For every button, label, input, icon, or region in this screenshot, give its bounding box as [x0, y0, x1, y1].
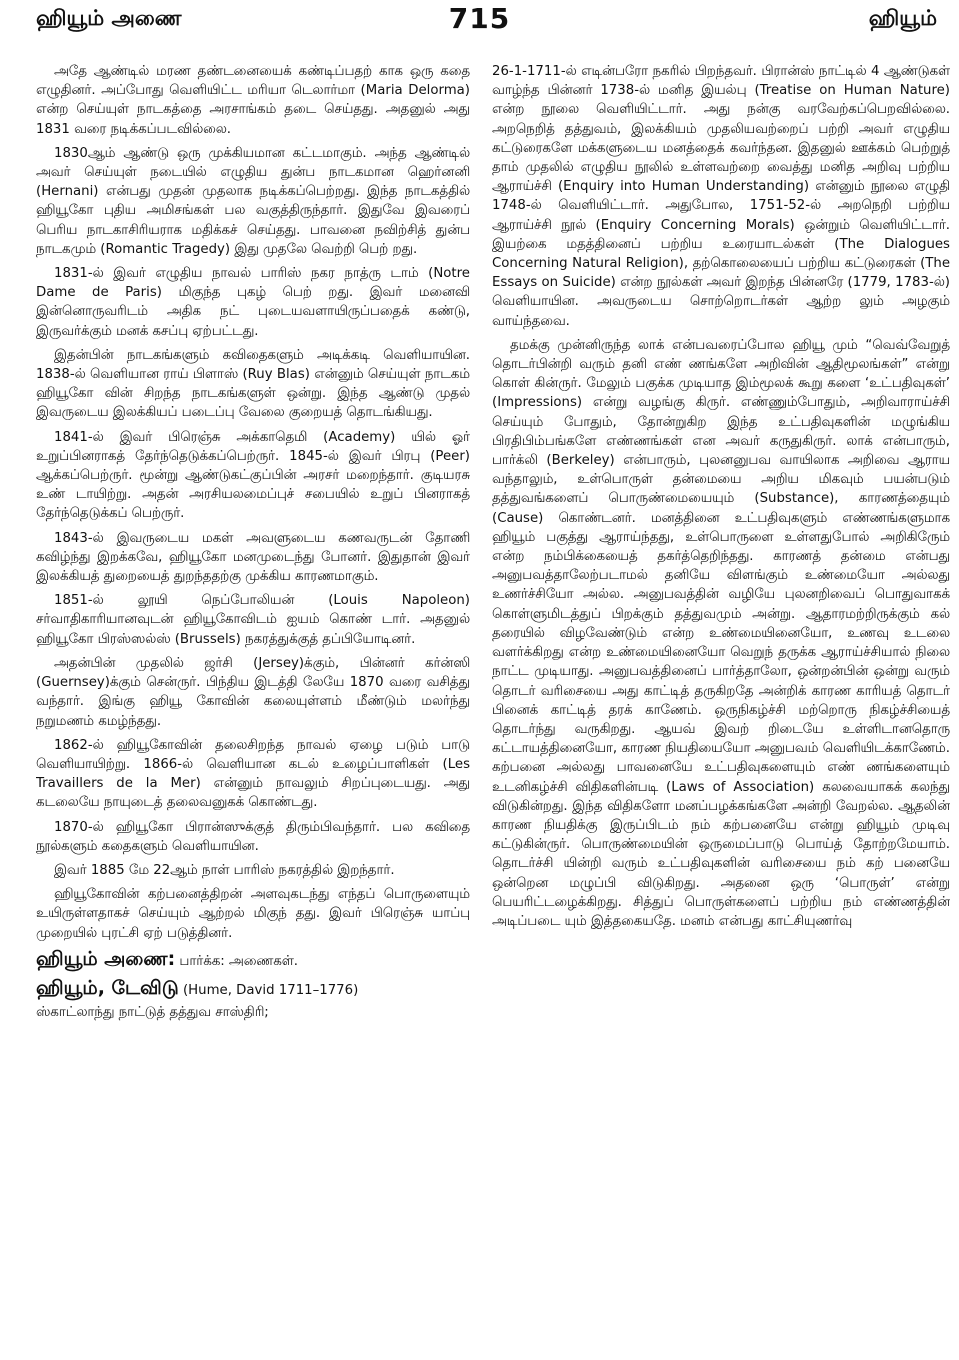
- paragraph: 26-1-1711-ல் எடின்பரோ நகரில் பிறந்தவர். பிரான்ஸ் நாட்டில் 4 ஆண்டுகள் வாழ்ந்த பின்னர் 1738-ல் மனித இயல்பு (Treatise on Human Nature) என்ற நூலை வெளியிட்டார். அது நன்கு வரவேற்கப்பெறவில்லை. அறநெறித் தத்துவம், இலக்கியம் முதலியவற்றைப் பற்றி அவர் எழுதிய கட்டுரைகளே மக்களுடைய மனத்தைக் கவர்ந்தன. இதனுல் ஊக்கம் பெற்றுத் தாம் முதலில் எழுதிய நூலில் உள்ளவற்றை வைத்து மனித அறிவு பற்றிய ஆராய்ச்சி (Enquiry into Human Understanding) என்னும் நூலை எழுதி 1748-ல் வெளியிட்டார். அதுபோல, 1751-52-ல் அறநெறி பற்றிய ஆராய்ச்சி நூல் (Enquiry Concerning Morals) ஒன்றும் வெளியிட்டார். இயற்கை மதத்தினைப் பற்றிய உரையாடல்கள் (The Dialogues Concerning Natural Religion), தற்கொலையைப் பற்றிய கட்டுரைகள் (The Essays on Suicide) என்ற நூல்கள் அவர் இறந்த பின்னரே (1779, 1783-ல்) வெளியாயின. அவருடைய சொற்றொடர்கள் ஆற்ற லும் அழகும் வாய்ந்தவை.: [492, 64, 950, 329]
- entry-title: ஹியூம் அணை:: [36, 947, 176, 970]
- paragraph: 1830ஆம் ஆண்டு ஒரு முக்கியமான கட்டமாகும். அந்த ஆண்டில் அவர் செய்யுள் நடையில் எழுதிய துன்ப நாடகமான ஹெர்னனி (Hernani) என்பது முதன் முதலாக நடிக்கப்பெற்றது. இந்த நாடகத்தில் ஹியூகோ புதிய அமிசங்கள் பல வகுத்திருந்தார். இதுவே இவரைப் பெரிய நாடகாசிரியராக மதிக்கச் செய்தது. பாவனை நவிற்சித் துன்ப நாடகமும் (Romantic Tragedy) இது முதலே வெற்றி பெற் றது.: [36, 145, 470, 257]
- paragraph: 1841-ல் இவர் பிரெஞ்சு அக்காதெமி (Academy) யில் ஓர் உறுப்பினராகத் தேர்ந்தெடுக்கப்பெற்ருர். 1845-ல் இவர் பிரபு (Peer) ஆக்கப்பெற்ருர். மூன்று ஆண்டுகட்குப்பின் அரசர் மறைந்தார். குடியரசு உண் டாயிற்று. அதன் அரசியலமைப்புச் சபையில் உறுப் பினராகத் தேர்ந்தெடுக்கப் பெற்ருர்.: [36, 429, 470, 522]
- entry-title: ஹியூம், டேவிடு: [36, 976, 179, 999]
- entry-heading-hume-dam: [36, 949, 470, 972]
- entry-heading-hume-david: [36, 978, 470, 1001]
- paragraph: 1831-ல் இவர் எழுதிய நாவல் பாரிஸ் நகர நாத்ரு டாம் (Notre Dame de Paris) மிகுந்த புகழ் பெற் றது. இவர் மனைவி இன்னொருவரிடம் அதிக நட் புடையவளாயிருப்பதைக் கண்டு, இருவர்க்கும் மனக் கசப்பு ஏற்பட்டது.: [36, 266, 470, 339]
- paragraph: இதன்பின் நாடகங்களும் கவிதைகளும் அடிக்கடி வெளியாயின. 1838-ல் வெளியான ராய் பிளாஸ் (Ruy Blas) என்னும் செய்யுள் நாடகம் ஹியூகோ வின் சிறந்த நாடகங்களுள் ஒன்று. இந்த ஆண்டு முதல் இவருடைய இலக்கியப் படைப்பு வேலை குறையத் தொடங்கியது.: [36, 347, 470, 421]
- left-column: [36, 62, 470, 1352]
- paragraph: இவர் 1885 மே 22ஆம் நாள் பாரிஸ் நகரத்தில் இறந்தார்.: [54, 862, 395, 878]
- paragraph: 1851-ல் லூயி நெப்போலியன் (Louis Napoleon) சர்வாதிகாரியானவுடன் ஹியூகோவிடம் ஐயம் கொண் டார். அதனுல் ஹியூகோ பிரஸ்ஸல்ஸ் (Brussels) நகரத்துக்குத் தப்பியோடினர்.: [36, 593, 470, 647]
- right-column: [492, 62, 950, 1352]
- entry-crossref: பார்க்க: அணைகள்.: [179, 953, 298, 969]
- entry-dates: (Hume, David 1711–1776): [182, 982, 359, 998]
- paragraph: தமக்கு முன்னிருந்த லாக் என்பவரைப்போல ஹியூ மும் “வெவ்வேறுத் தொடர்பின்றி வரும் தனி எண் ணங்களே அறிவின் ஆதிமூலங்கள்” என்று கொள் கின்ருர். மேலும் பகுக்க முடியாத இம்மூலக் கூறு களை ‘உட்பதிவுகள்’ (Impressions) என்று வழங்கு கிருர். எண்ணும்போதும், அறிவாராய்ச்சி செய்யும் போதும், தோன்றுகிற இந்த உட்பதிவுகளின் மழுங்கிய பிரதிபிம்பங்களே எண்ணங்கள் என அவர் கருதுகிருர். லாக் என்பாரும், பார்க்லி (Berkeley) என்பாரும், புலனனுபவ வாயிலாக அறிவை ஆராய வந்தாலும், உள்பொருள் தன்மையை அறிய மிகவும் பயன்படும் தத்துவங்களைப் பொருண்மையையும் (Substance), காரணத்தையும் (Cause) கொண்டனர். மனத்தினை உட்பதிவுகளும் எண்ணங்களுமாக ஹியூம் பகுத்து ஆராய்ந்தது, உள்பொருளை உள்ளதுபோல் அறிகிருேம் என்ற நம்பிக்கையைத் தகர்த்தெறிந்தது. காரணத் தன்மை என்பது அனுபவத்தாலேற்படாமல் தனியே விளங்கும் உண்மையோ அல்லது உணர்ச்சியோ அல்ல. அனுபவத்தின் வழியே புலனறிவைப் பொதுவாகக் கொள்ளுமிடத்துப் பிறக்கும் தத்துவமும் அன்று. ஆதாரமற்றிருக்கும் கல் தரையில் விழவேண்டும் என்ற உண்மையினையோ, உணவு உடலை வளர்க்கிறது என்ற உண்மையினையோ வெறுந் தருக்க ஆராய்ச்சியால் நிலை நாட்ட முடியாது. அனுபவத்தினைப் பார்த்தாலோ, ஒன்றன்பின் ஒன்று வரும் தொடர் வரிசையை அது காட்டித் தருகிறதே அன்றிக் காரண காரியத் தொடர் பினைக் காட்டித் தரக் காணேம். ஒருநிகழ்ச்சி மற்றொரு நிகழ்ச்சியைத் தொடர்ந்து வருகிறது. ஆயவ் இவற் றிடையே உள்ளிடானதொரு கட்டாயத்தினையோ, காரண நியதியையோ அனுபவம் வெளியிடக்காணேம். கற்பனை அல்லது பாவனையே உட்பதிவுகளையும் எண் ணங்களையும் உடனிகழ்ச்சி விதிகளின்படி (Laws of Association) கலவையாகக் கலந்து விடுகின்றது. இந்த விதிகளோ மனப்பழக்கங்களே அன்றி வேறல்ல. ஆதலின் காரண நியதிக்கு இருப்பிடம் நம் கற்பனையே என்று ஹியூம் முடிவு கட்டுகின்ருர். பொருண்மையின் ஒருமைப்பாடு பொய்த் தோற்றமேயாம். தொடர்ச்சி யின்றி வரும் உட்பதிவுகளின் வரிசையை நம் கற் பனையே ஒன்றென மழுப்பி விடுகிறது. அதனை ஒரு ‘பொருள்’ என்று பெயரிட்டழைக்கிறது. சித்துப் பொருள்களைப் பற்றிய நம் எண்ணத்தின் அடிப்படை யும் இத்தகையதே. மனம் என்பது காட்சியுணர்வு: [492, 337, 950, 929]
- paragraph: அதன்பின் முதலில் ஜர்சி (Jersey)க்கும், பின்னர் கர்ன்ஸி (Guernsey)க்கும் சென்ருர். பிந்திய இடத்தி லேயே 1870 வரை வசித்து வந்தார். இங்கு ஹியூ கோவின் கலையுள்ளம் மீண்டும் மலர்ந்து நறுமணம் கமழ்ந்தது.: [36, 655, 470, 729]
- paragraph: 1870-ல் ஹியூகோ பிரான்ஸுக்குத் திரும்பிவந்தார். பல கவிதை நூல்களும் கதைகளும் வெளியாயின.: [36, 819, 470, 854]
- paragraph: 1862-ல் ஹியூகோவின் தலைசிறந்த நாவல் ஏழை படும் பாடு வெளியாயிற்று. 1866-ல் வெளியான கடல் உழைப்பாளிகள் (Les Travaillers de la Mer) என்னும் நாவலும் சிறப்புடையது. அது கடலையே நாயுடைத் தலைவனுகக் கொண்டது.: [36, 737, 470, 811]
- paragraph: அதே ஆண்டில் மரண தண்டனையைக் கண்டிப்பதற் காக ஒரு கதை எழுதினர். அப்போது வெளியிட்ட மரியா டெலார்மா (Maria Delorma) என்ற செய்யுள் நாடகத்தை அரசாங்கம் தடை செய்தது. அதனுல் அது 1831 வரை நடிக்கப்படவில்லை.: [36, 64, 470, 137]
- page-header: [0, 0, 959, 44]
- running-head-left: ஹியூம் அணை: [36, 6, 182, 30]
- paragraph: ஹியூகோவின் கற்பனைத்திறன் அளவுகடந்து எந்தப் பொருளையும் உயிருள்ளதாகச் செய்யும் ஆற்றல் மிகுந் தது. இவர் பிரெஞ்சு யாப்பு முறையில் புரட்சி ஏற் படுத்தினர்.: [36, 887, 470, 941]
- paragraph: ஸ்காட்லாந்து நாட்டுத் தத்துவ சாஸ்திரி;: [36, 1004, 269, 1020]
- paragraph: 1843-ல் இவருடைய மகள் அவளுடைய கணவருடன் தோணி கவிழ்ந்து இறக்கவே, ஹியூகோ மனமுடைந்து போனர். இதுதான் இவர் இலக்கியத் துறையைத் துறந்ததற்கு முக்கிய காரணமாகும்.: [36, 530, 470, 585]
- page-number: 715: [448, 2, 511, 35]
- running-head-right: ஹியூம்: [868, 6, 937, 30]
